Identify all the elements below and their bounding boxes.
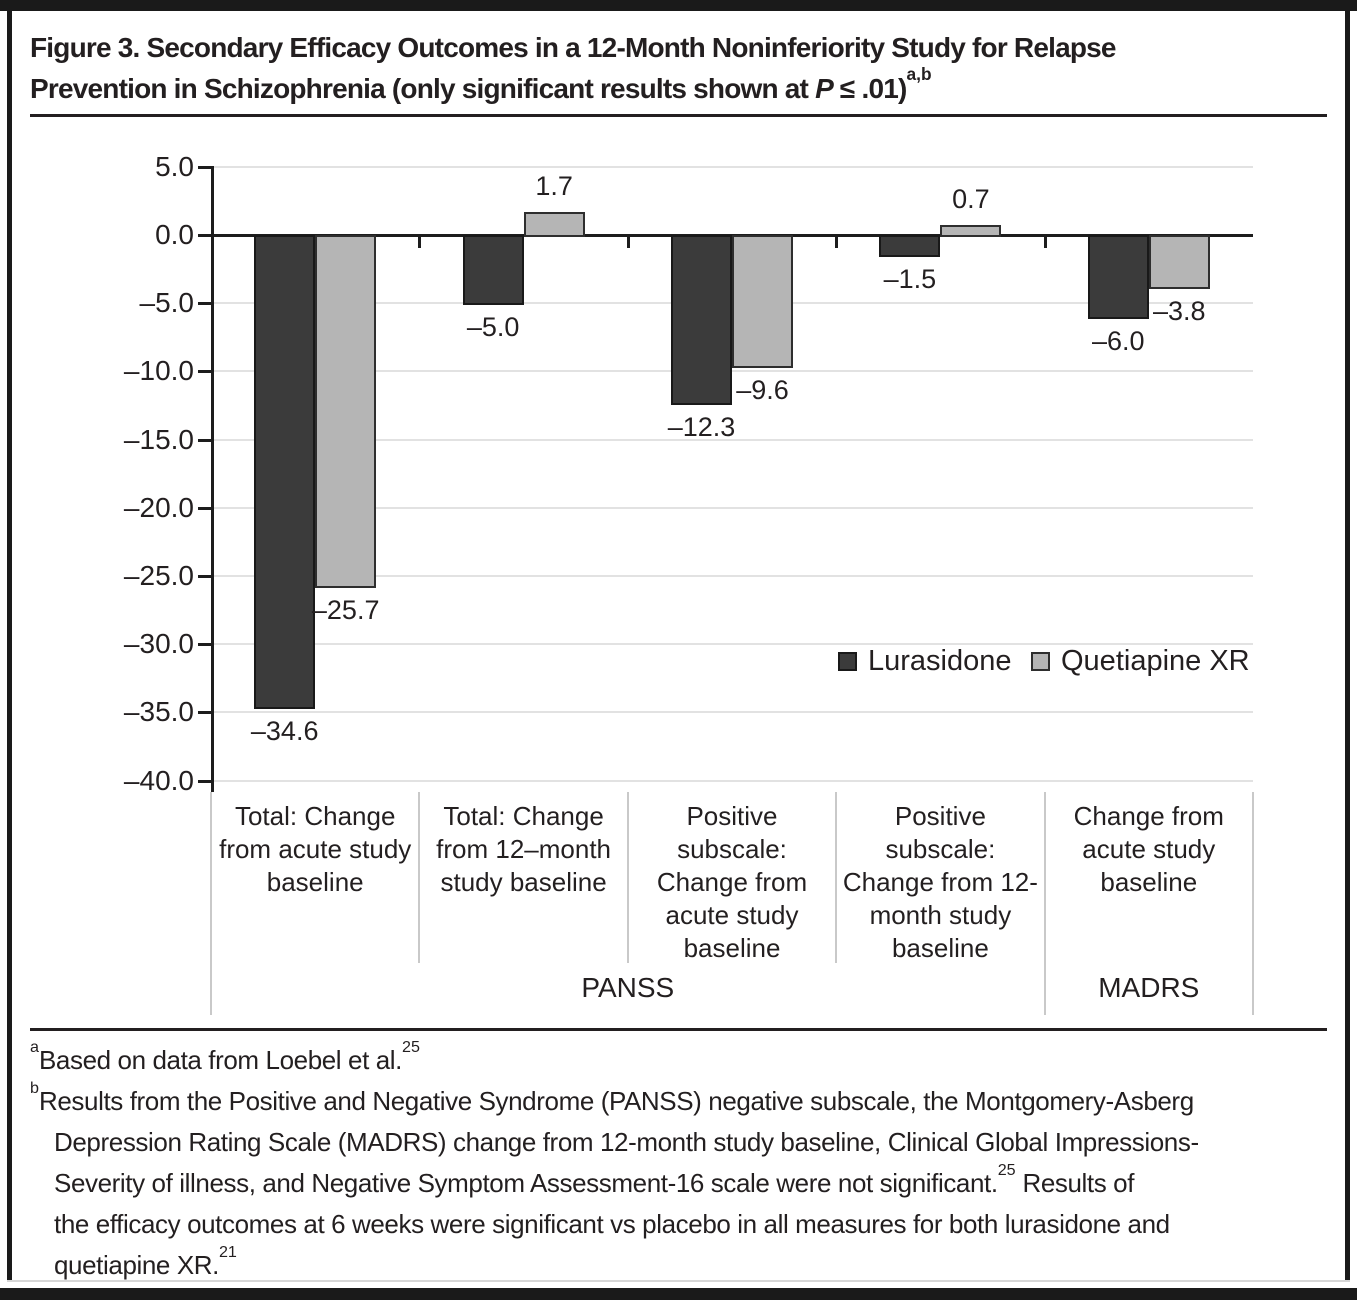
text-segment: Depression Rating Scale (MADRS) change from 12-month study baseline, Clinical Global Impressions- <box>54 1127 1199 1157</box>
y-axis-tick-label: 0.0 <box>155 219 194 250</box>
footnote-line <box>30 1040 1340 1081</box>
y-axis-tick-label: –10.0 <box>123 355 194 387</box>
footnote-line <box>30 1163 1340 1204</box>
frame-top-border <box>0 0 1357 11</box>
superscript: 25 <box>401 1038 420 1057</box>
x-axis-tick <box>418 236 421 248</box>
bar-lurasidone <box>463 235 524 305</box>
y-axis-tick <box>198 643 211 646</box>
bar-value-label: 1.7 <box>535 170 573 201</box>
frame-right-border <box>1345 11 1350 1282</box>
text-segment: Based on data from Loebel et al. <box>38 1045 402 1075</box>
footnote-line <box>30 1081 1340 1122</box>
bar-value-label: –6.0 <box>1092 325 1145 356</box>
legend-label-quetiapine-xr: Quetiapine XR <box>1061 645 1250 677</box>
legend-item-quetiapine-xr <box>1031 646 1250 676</box>
category-divider <box>627 792 629 963</box>
category-divider <box>835 792 837 963</box>
figure-title <box>30 27 1330 109</box>
figure-title-line-2 <box>30 63 1330 109</box>
bar-value-label: –25.7 <box>311 594 380 625</box>
gridline <box>213 166 1253 168</box>
y-axis-tick <box>198 711 211 714</box>
y-axis-tick-label: –25.0 <box>123 560 194 591</box>
text-segment: Results of <box>1015 1168 1135 1198</box>
y-axis-tick <box>198 370 211 373</box>
footnote-separator-rule <box>30 1028 1327 1031</box>
bar-lurasidone <box>254 235 315 709</box>
axis-group-label: MADRS <box>1098 972 1200 1003</box>
y-axis-line <box>211 166 214 792</box>
frame-left-border <box>7 11 12 1282</box>
bar-value-label: 0.7 <box>952 184 990 215</box>
axis-group-label: PANSS <box>581 972 675 1003</box>
text-segment: Figure 3. Secondary Efficacy Outcomes in a 12-Month Noninferiority Study for Relapse <box>30 32 1116 63</box>
bar-quetiapine-xr <box>732 235 793 368</box>
x-axis-tick <box>627 236 630 248</box>
y-axis-tick <box>198 439 211 442</box>
superscript: b <box>30 1079 39 1098</box>
y-axis-tick <box>198 575 211 578</box>
category-label: Total: Change from 12–month study baseline <box>436 801 612 897</box>
superscript: 25 <box>997 1161 1016 1180</box>
gridline <box>213 711 1253 713</box>
category-label: Positive subscale: Change from 12-month study baseline <box>842 801 1038 963</box>
y-axis-tick <box>198 234 211 237</box>
footnotes <box>30 1040 1340 1286</box>
category-label: Change from acute study baseline <box>1073 801 1224 897</box>
y-axis-tick-label: 5.0 <box>155 150 194 182</box>
bar-quetiapine-xr <box>1149 235 1210 289</box>
x-axis-tick <box>835 236 838 248</box>
y-axis-tick <box>198 166 211 169</box>
y-axis-tick-label: –15.0 <box>123 423 194 455</box>
bar-quetiapine-xr <box>940 225 1001 237</box>
superscript: a,b <box>906 63 932 84</box>
text-segment: Results from the Positive and Negative Syndrome (PANSS) negative subscale, the Montgomery-Asberg <box>38 1086 1194 1116</box>
quetiapine-xr-swatch-icon <box>1031 652 1050 671</box>
bar-quetiapine-xr <box>524 212 585 237</box>
y-axis-tick <box>198 507 211 510</box>
text-segment: ≤ .01) <box>832 73 907 104</box>
text-segment: quetiapine XR. <box>54 1250 219 1280</box>
footnote-line <box>30 1245 1340 1286</box>
y-axis-tick <box>198 302 211 305</box>
bar-value-label: –9.6 <box>736 374 789 405</box>
text-segment: Prevention in Schizophrenia (only significant results shown at <box>30 73 816 104</box>
superscript: a <box>30 1038 39 1057</box>
gridline <box>213 780 1253 782</box>
bar-value-label: –3.8 <box>1153 295 1206 326</box>
category-divider <box>418 792 420 963</box>
y-axis-tick <box>198 780 211 783</box>
y-axis-tick-label: –40.0 <box>123 764 194 796</box>
category-label: Positive subscale: Change from acute study baseline <box>656 801 808 963</box>
x-axis-tick <box>1044 236 1047 248</box>
text-segment: P <box>815 73 833 104</box>
bar-value-label: –12.3 <box>667 411 736 442</box>
footnote-line <box>30 1122 1340 1163</box>
footnote-line <box>30 1204 1340 1245</box>
bar-lurasidone <box>879 235 940 257</box>
y-axis-tick-label: –5.0 <box>139 287 194 319</box>
y-axis-tick-label: –35.0 <box>123 696 194 728</box>
superscript: 21 <box>218 1243 237 1262</box>
lurasidone-swatch-icon <box>838 652 857 671</box>
y-axis-tick-label: –20.0 <box>123 491 194 523</box>
bar-value-label: –34.6 <box>250 715 319 746</box>
text-segment: Severity of illness, and Negative Symptom Assessment-16 scale were not significant. <box>54 1168 998 1198</box>
bar-value-label: –5.0 <box>466 312 520 343</box>
legend-label-lurasidone: Lurasidone <box>868 645 1012 677</box>
bar-value-label: –1.5 <box>883 264 937 295</box>
text-segment: the efficacy outcomes at 6 weeks were significant vs placebo in all measures for both lurasidone and <box>54 1209 1170 1239</box>
y-axis-tick-label: –30.0 <box>123 628 194 660</box>
bar-quetiapine-xr <box>315 235 376 588</box>
category-label: Total: Change from acute study baseline <box>219 801 412 897</box>
figure-title-line-1 <box>30 27 1330 68</box>
frame-bottom-border <box>0 1288 1357 1300</box>
title-separator-rule <box>30 114 1327 117</box>
legend-item-lurasidone <box>838 646 1012 676</box>
